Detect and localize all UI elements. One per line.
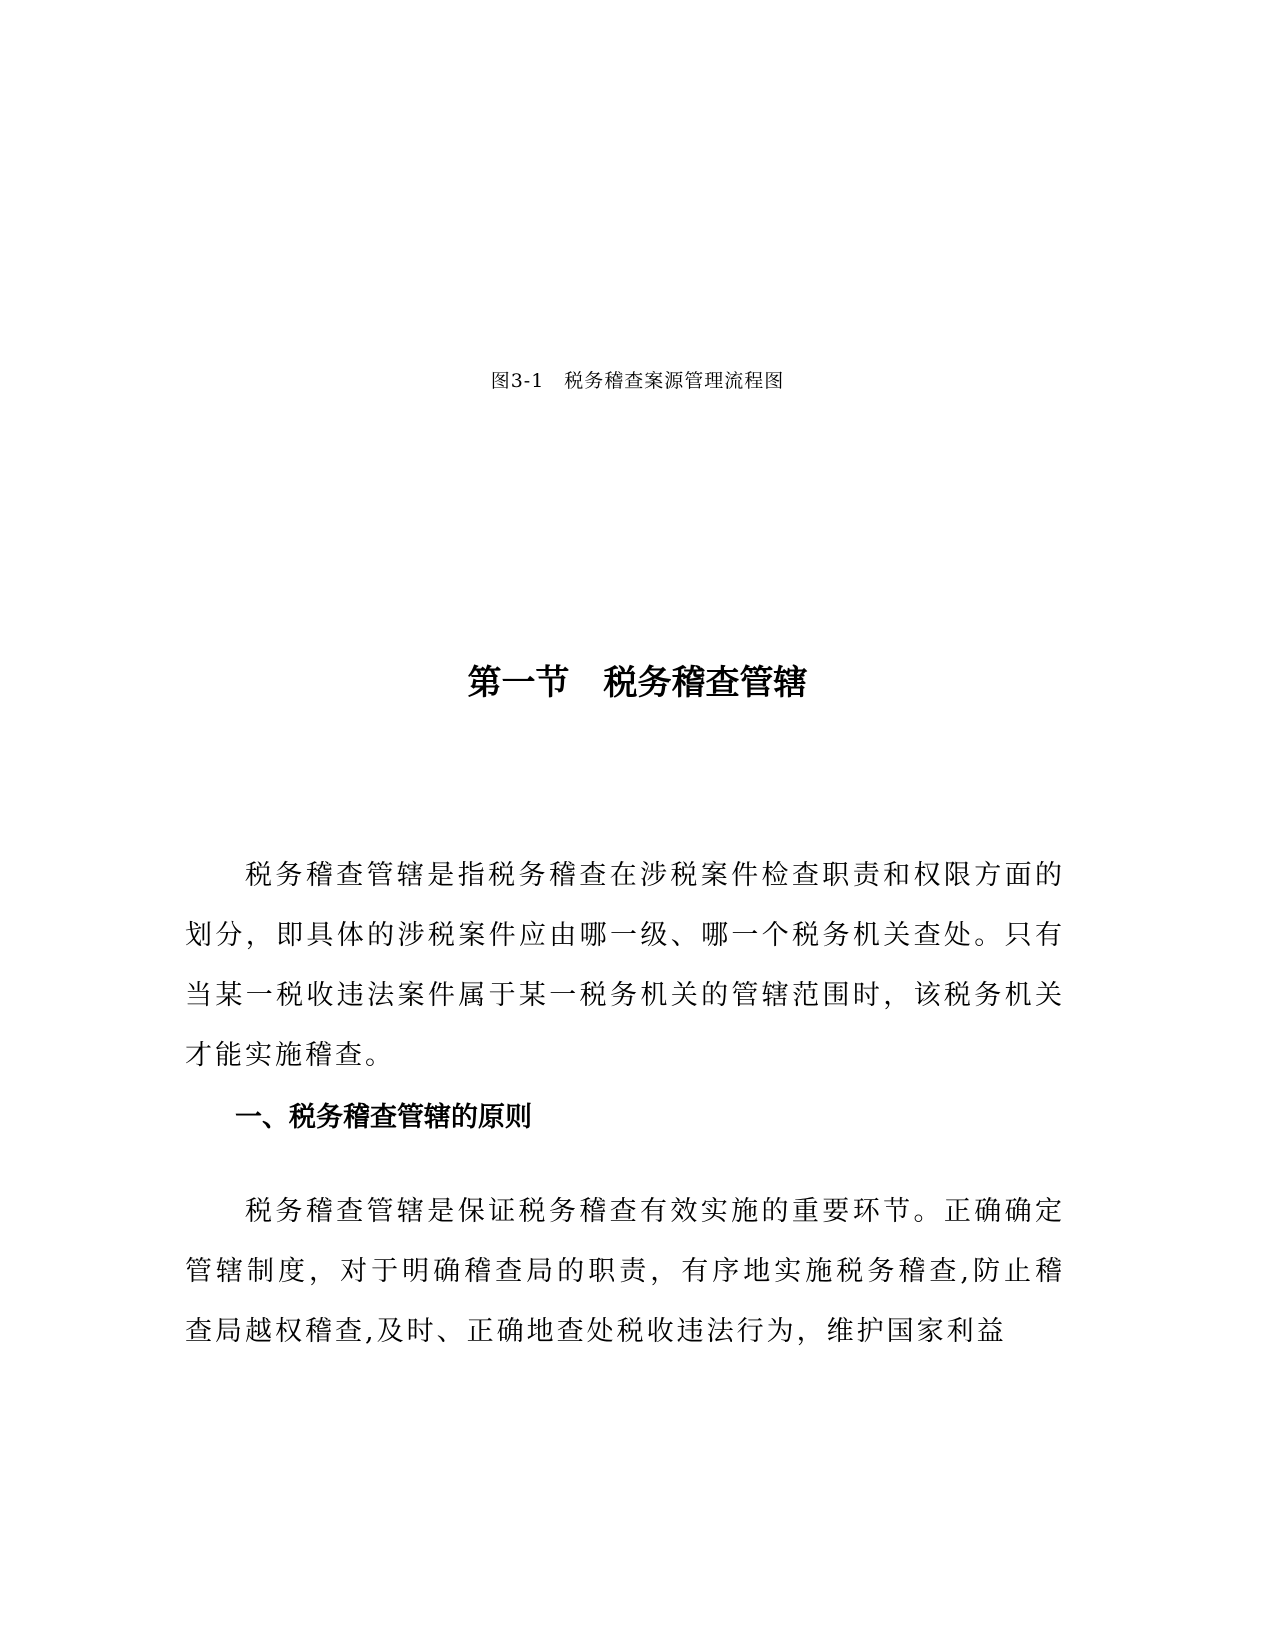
subsection-heading: 一、税务稽查管辖的原则 <box>235 1102 532 1133</box>
figure-caption: 图3-1 税务稽查案源管理流程图 <box>490 370 785 392</box>
body-paragraph: 税务稽查管辖是指税务稽查在涉税案件检查职责和权限方面的划分，即具体的涉税案件应由哪一级、哪一个税务机关查处。只有当某一税收违法案件属于某一税务机关的管辖范围时，该税务机关才能实施稽查。 <box>185 860 1065 1071</box>
section-title: 第一节 税务稽查管辖 <box>467 663 808 703</box>
body-paragraph: 税务稽查管辖是保证税务稽查有效实施的重要环节。正确确定管辖制度，对于明确稽查局的职责，有序地实施税务稽查,防止稽查局越权稽查,及时、正确地查处税收违法行为，维护国家利益 <box>185 1196 1065 1347</box>
